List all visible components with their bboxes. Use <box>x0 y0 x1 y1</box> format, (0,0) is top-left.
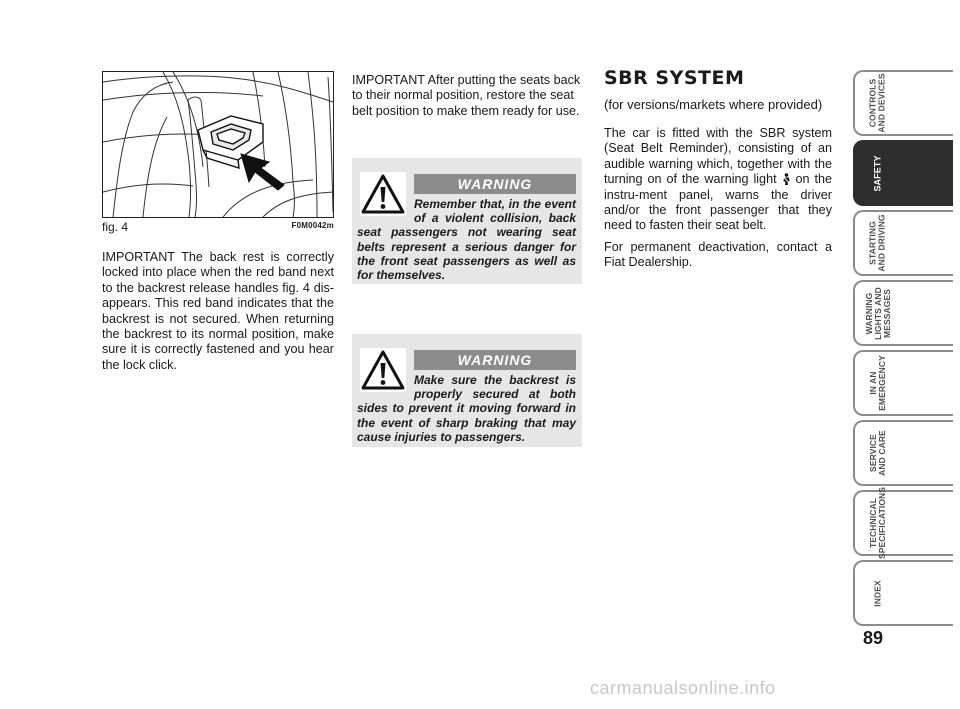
section-subtitle: (for versions/markets where provided) <box>604 97 823 112</box>
watermark: carmanualsonline.info <box>590 678 776 698</box>
tab-in-an-emergency[interactable] <box>853 350 953 416</box>
tab-index[interactable] <box>853 560 953 626</box>
warning-box-backrest <box>352 334 582 447</box>
page-number: 89 <box>862 628 884 648</box>
sbr-paragraph-2: For permanent deactivation, contact a Fiat Dealership. <box>604 239 832 270</box>
tab-safety[interactable] <box>853 140 953 206</box>
warning-banner: WARNING <box>414 174 576 194</box>
sbr-text-a: The car is fitted with the SBR system (Seat Belt Reminder), consisting of an audible warning which, together with the turning on of the warning light <box>604 126 832 187</box>
tab-technical-specifications[interactable] <box>853 486 953 560</box>
tab-warning-lights[interactable] <box>853 280 953 346</box>
tab-starting-and-driving[interactable] <box>853 210 953 276</box>
tab-label: SERVICE AND CARE <box>868 430 888 476</box>
figure-label: fig. 4 <box>102 220 129 234</box>
seat-belt-warning-icon <box>782 173 791 185</box>
warning-banner: WARNING <box>414 350 576 370</box>
figure-caption <box>102 219 334 235</box>
sbr-text-b: on the instru-ment panel, warns the driver and/or the front passenger that they need to fasten their seat belt. <box>604 172 832 233</box>
tab-label: IN AN EMERGENCY <box>868 355 887 411</box>
tab-label: INDEX <box>872 579 883 607</box>
tab-service-and-care[interactable] <box>853 420 953 486</box>
tab-label: CONTROLS AND DEVICES <box>868 73 888 133</box>
tab-label: TECHNICAL SPECIFICATIONS <box>868 486 887 560</box>
figure-4-illustration <box>102 71 334 218</box>
warning-triangle-icon <box>360 172 406 216</box>
backrest-release-drawing <box>103 72 333 217</box>
figure-code: F0M0042m <box>291 221 334 230</box>
tab-label: STARTING AND DRIVING <box>868 214 888 272</box>
backrest-important-note: IMPORTANT The back rest is correctly locked into place when the red band next to the backrest release handles fig. 4 dis-appears. This red band indicates that the backrest is not secured. When returning the backrest to its normal position, make sure it is correctly fastened and you hear the lock click. <box>102 250 334 372</box>
tab-label: WARNING LIGHTS AND MESSAGES <box>863 286 892 340</box>
sbr-paragraph-1 <box>604 126 832 234</box>
tab-label: SAFETY <box>872 154 883 192</box>
tab-controls-and-devices[interactable] <box>853 70 953 136</box>
warning-text: Make sure the backrest is properly secured at both sides to prevent it moving forward in the event of sharp braking that may cause injuries to passengers. <box>357 373 576 444</box>
sbr-description <box>604 126 832 277</box>
warning-box-collision <box>352 158 582 284</box>
section-title: SBR SYSTEM <box>604 67 745 89</box>
warning-triangle-icon <box>360 348 406 392</box>
warning-text: Remember that, in the event of a violent collision, back seat passengers not wearing seat belts represent a serious danger for the front seat passengers as well as for themselves. <box>357 197 576 283</box>
seat-belt-important-note: IMPORTANT After putting the seats back to their normal position, restore the seat belt position to make them ready for use. <box>352 73 581 118</box>
